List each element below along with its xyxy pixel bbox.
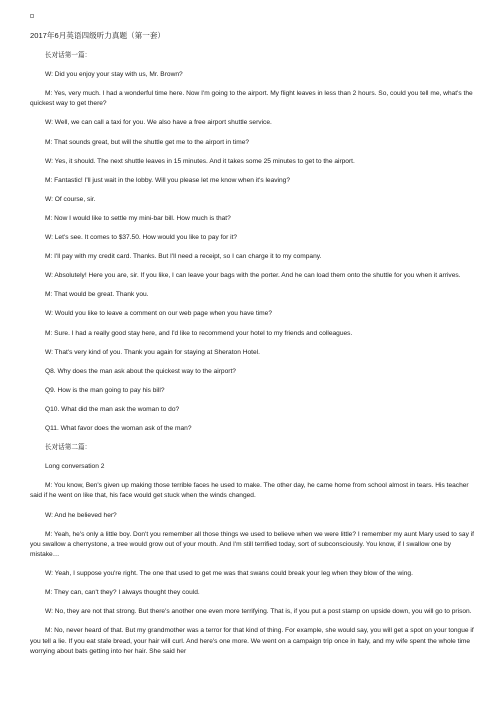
dialogue-line: W: No, they are not that strong. But there's another one even more terrifying. That is, if you put a post stamp on upside down, you will go to prison. xyxy=(45,608,472,616)
dialogue-line: W: That's very kind of you. Thank you again for staying at Sheraton Hotel. xyxy=(45,348,260,356)
dialogue-line: M: That would be great. Thank you. xyxy=(45,291,149,299)
dialogue-line: W: Yes, it should. The next shuttle leaves in 15 minutes. And it takes some 25 minutes to get to the airport. xyxy=(45,157,355,165)
section-heading-1: 长对话第一篇： xyxy=(45,52,92,59)
dialogue-line: M: That sounds great, but will the shuttle get me to the airport in time? xyxy=(45,138,250,146)
conversation-title: Long conversation 2 xyxy=(45,463,105,471)
dialogue-line: M: They can, can't they? I always thought they could. xyxy=(45,589,200,597)
dialogue-line: W: Did you enjoy your stay with us, Mr. Brown? xyxy=(45,71,183,79)
dialogue-line: W: Let's see. It comes to $37.50. How would you like to pay for it? xyxy=(45,234,238,242)
question-line: Q8. Why does the man ask about the quickest way to the airport? xyxy=(45,367,236,375)
document-title: 2017年6月英语四级听力真题（第一套） xyxy=(30,31,166,40)
dialogue-line: M: Yeah, he's only a little boy. Don't you remember all those things we used to believe when we were little? I remember my aunt Mary used to say if you swallow a cherrystone, a tree would grow out of your mouth. And I'm still terrified today, sort of subconsciously. You know, if I swallow one by mistake… xyxy=(30,530,475,559)
document-body xyxy=(30,51,474,657)
dialogue-line: W: Absolutely! Here you are, sir. If you like, I can leave your bags with the porter. And he can load them onto the shuttle for you when it arrives. xyxy=(45,272,461,280)
dialogue-line: W: Well, we can call a taxi for you. We also have a free airport shuttle service. xyxy=(45,119,272,127)
dialogue-line: M: Yes, very much. I had a wonderful time here. Now I'm going to the airport. My flight leaves in less than 2 hours. So, could you tell me, what's the quickest way to get there? xyxy=(30,90,473,108)
dialogue-line: M: You know, Ben's given up making those terrible faces he used to make. The other day, he came home from school almost in tears. His teacher said if he went on like that, his face would get stuck when the winds changed. xyxy=(30,482,469,500)
dialogue-line: W: Yeah, I suppose you're right. The one that used to get me was that swans could break your leg when they blow of the wing. xyxy=(45,570,413,578)
question-line: Q10. What did the man ask the woman to do? xyxy=(45,405,180,413)
dialogue-line: M: No, never heard of that. But my grandmother was a terror for that kind of thing. For example, she would say, you will get a spot on your tongue if you tell a lie. If you eat stale bread, your hair will curl. And here's one more. We went on a campaign trip once in Italy, and my wife spent the whole time worrying about bats getting into her hair. She said her xyxy=(30,627,474,655)
dialogue-line: W: Of course, sir. xyxy=(45,195,96,203)
section-heading-2: 长对话第二篇： xyxy=(45,444,92,452)
dialogue-line: M: Sure. I had a really good stay here, and I'd like to recommend your hotel to my friends and colleagues. xyxy=(45,329,353,337)
dialogue-line: M: I'll pay with my credit card. Thanks. But I'll need a receipt, so I can charge it to my company. xyxy=(45,253,322,261)
dialogue-line: M: Now I would like to settle my mini-bar bill. How much is that? xyxy=(45,214,231,222)
dialogue-line: W: Would you like to leave a comment on our web page when you have time? xyxy=(45,310,273,318)
corner-mark xyxy=(30,14,34,18)
dialogue-line: M: Fantastic! I'll just wait in the lobby. Will you please let me know when it's leaving? xyxy=(45,176,291,184)
dialogue-line: W: And he believed her? xyxy=(45,511,117,519)
question-line: Q11. What favor does the woman ask of the man? xyxy=(45,424,192,432)
question-line: Q9. How is the man going to pay his bill? xyxy=(45,386,165,394)
